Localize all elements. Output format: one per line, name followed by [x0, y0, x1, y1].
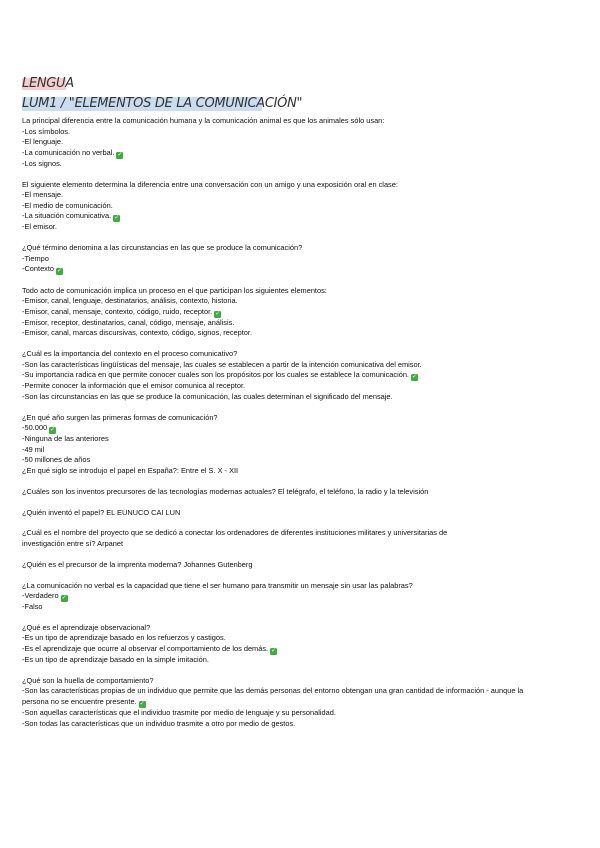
unit-heading-text: LUM1 / "ELEMENTOS DE LA COMUNICACIÓN"	[22, 96, 303, 111]
answer-option	[22, 159, 582, 170]
answer-option	[22, 539, 582, 550]
line-text: -50.000	[22, 423, 48, 433]
line-text: -Tiempo	[22, 253, 49, 263]
line-text: ¿Quién inventó el papel? EL EUNUCO CAI LUN	[22, 507, 181, 517]
question-text	[22, 116, 582, 127]
check-mark-icon: ✓	[411, 374, 417, 381]
question-block	[22, 349, 582, 402]
answer-option	[22, 254, 582, 265]
line-text: persona no se encuentre presente.	[22, 697, 137, 707]
answer-option	[22, 370, 582, 381]
question-block	[22, 676, 582, 729]
line-text: -Ninguna de las anteriores	[22, 434, 109, 444]
question-block	[22, 413, 582, 477]
answer-option	[22, 719, 582, 730]
line-text: -Es el aprendizaje que ocurre al observar el comportamiento de los demás.	[22, 644, 269, 654]
answer-option	[22, 127, 582, 138]
question-block	[22, 560, 582, 571]
question-block	[22, 581, 582, 613]
line-text: -Son aquellas características que el individuo trasmite por medio de lenguaje y su personalidad.	[22, 708, 336, 718]
line-text: -Verdadero	[22, 591, 59, 601]
line-text: -Emisor, canal, marcas discursivas, contexto, código, signos, receptor.	[22, 328, 253, 338]
question-block	[22, 487, 582, 498]
line-text: -El medio de comunicación.	[22, 200, 113, 210]
answer-option	[22, 264, 582, 275]
line-text: Todo acto de comunicación implica un proceso en el que participan los siguientes elementos:	[22, 285, 327, 295]
line-text: investigación entre sí? Arpanet	[22, 538, 124, 548]
line-text: -Permite conocer la información que el emisor comunica al receptor.	[22, 381, 246, 391]
check-mark-icon: ✓	[61, 595, 67, 602]
answer-option	[22, 686, 582, 697]
answer-option	[22, 655, 582, 666]
line-text: El siguiente elemento determina la diferencia entre una conversación con un amigo y una exposición oral en clase:	[22, 179, 398, 189]
line-text: ¿Cuál es la importancia del contexto en el proceso comunicativo?	[22, 349, 238, 359]
line-text: ¿Cuáles son los inventos precursores de las tecnologías modernas actuales? El telégrafo, el teléfono, la radio y la televisión	[22, 486, 429, 496]
question-text	[22, 581, 582, 592]
answer-option	[22, 392, 582, 403]
check-mark-icon: ✓	[139, 701, 145, 708]
line-text: ¿Qué son la huella de comportamiento?	[22, 675, 154, 685]
question-block	[22, 243, 582, 275]
line-text: ¿Qué término denomina a las circunstancias en las que se produce la comunicación?	[22, 243, 303, 253]
check-mark-icon: ✓	[57, 268, 63, 275]
line-text: -Emisor, canal, mensaje, contexto, código, ruido, receptor.	[22, 306, 213, 316]
question-text	[22, 243, 582, 254]
line-text: -50 millones de años	[22, 455, 91, 465]
line-text: ¿Quién es el precursor de la imprenta moderna? Johannes Gutenberg	[22, 559, 253, 569]
line-text: -Son todas las características que un individuo trasmite a otro por medio de gestos.	[22, 718, 296, 728]
line-text: -Son las características lingüísticas del mensaje, las cuales se establecen a partir de la intención comunicativa del emisor.	[22, 359, 422, 369]
question-text	[22, 286, 582, 297]
unit-heading	[22, 96, 302, 111]
line-text: -Emisor, canal, lenguaje, destinatarios, análisis, contexto, historia.	[22, 296, 238, 306]
line-text: -Son las circunstancias en las que se produce la comunicación, las cuales determinan el significado del mensaje.	[22, 391, 393, 401]
line-text: -El lenguaje.	[22, 137, 64, 147]
question-block	[22, 623, 582, 666]
line-text: La principal diferencia entre la comunicación humana y la comunicación animal es que los animales sólo usan:	[22, 116, 385, 125]
answer-option	[22, 644, 582, 655]
line-text: -El mensaje.	[22, 190, 64, 200]
answer-option	[22, 211, 582, 222]
answer-option	[22, 296, 582, 307]
question-text	[22, 508, 582, 519]
answer-option	[22, 190, 582, 201]
question-text	[22, 560, 582, 571]
check-mark-icon: ✓	[114, 215, 120, 222]
answer-option	[22, 318, 582, 329]
answer-option	[22, 602, 582, 613]
check-mark-icon: ✓	[117, 151, 123, 158]
question-text	[22, 528, 582, 539]
answer-option	[22, 455, 582, 466]
line-text: -El emisor.	[22, 222, 57, 232]
answer-option	[22, 137, 582, 148]
check-mark-icon: ✓	[215, 310, 221, 317]
line-text: ¿En qué siglo se introdujo el papel en España?: Entre el S. X - XII	[22, 466, 239, 475]
question-block	[22, 286, 582, 339]
question-list	[22, 116, 582, 739]
line-text: -Su importancia radica en que permite conocer cuales son los propósitos por los cuales se establece la comunicación.	[22, 370, 409, 380]
line-text: ¿La comunicación no verbal es la capacidad que tiene el ser humano para transmitir un mensaje sin usar las palabras?	[22, 580, 413, 590]
question-text	[22, 413, 582, 424]
line-text: -Es un tipo de aprendizaje basado en la simple imitación.	[22, 655, 209, 665]
answer-option	[22, 591, 582, 602]
question-text	[22, 349, 582, 360]
line-text: -Los signos.	[22, 158, 62, 168]
answer-option	[22, 307, 582, 318]
check-mark-icon: ✓	[50, 427, 56, 434]
answer-option	[22, 148, 582, 159]
answer-option	[22, 466, 582, 477]
line-text: -Son las características propias de un individuo que permite que las demás personas del entorno obtengan una gran cantidad de información - aunque la	[22, 686, 524, 696]
answer-option	[22, 434, 582, 445]
line-text: -La situación comunicativa.	[22, 211, 112, 221]
answer-option	[22, 360, 582, 371]
question-text	[22, 676, 582, 687]
question-text	[22, 487, 582, 498]
line-text: -Emisor, receptor, destinatarios, canal, código, mensaje, análisis.	[22, 317, 235, 327]
answer-option	[22, 201, 582, 212]
answer-option	[22, 633, 582, 644]
line-text: -Es un tipo de aprendizaje basado en los refuerzos y castigos.	[22, 633, 226, 643]
answer-option	[22, 445, 582, 456]
subject-heading-text: LENGUA	[22, 76, 74, 91]
check-mark-icon: ✓	[271, 648, 277, 655]
question-block	[22, 528, 582, 549]
answer-option	[22, 328, 582, 339]
question-block	[22, 508, 582, 519]
line-text: -Contexto	[22, 264, 55, 274]
question-text	[22, 180, 582, 191]
question-text	[22, 623, 582, 634]
answer-option	[22, 222, 582, 233]
line-text: -Falso	[22, 602, 43, 612]
answer-option	[22, 697, 582, 708]
line-text: -49 mil	[22, 444, 45, 454]
answer-option	[22, 708, 582, 719]
subject-heading	[22, 76, 74, 91]
answer-option	[22, 381, 582, 392]
line-text: ¿En qué año surgen las primeras formas de comunicación?	[22, 412, 218, 422]
question-block	[22, 116, 582, 169]
line-text: ¿Qué es el aprendizaje observacional?	[22, 622, 151, 632]
line-text: -La comunicación no verbal.	[22, 147, 115, 157]
answer-option	[22, 423, 582, 434]
line-text: -Los símbolos.	[22, 126, 71, 136]
question-block	[22, 180, 582, 233]
line-text: ¿Cuál es el nombre del proyecto que se dedicó a conectar los ordenadores de diferentes instituciones militares y universitarias de	[22, 528, 448, 538]
